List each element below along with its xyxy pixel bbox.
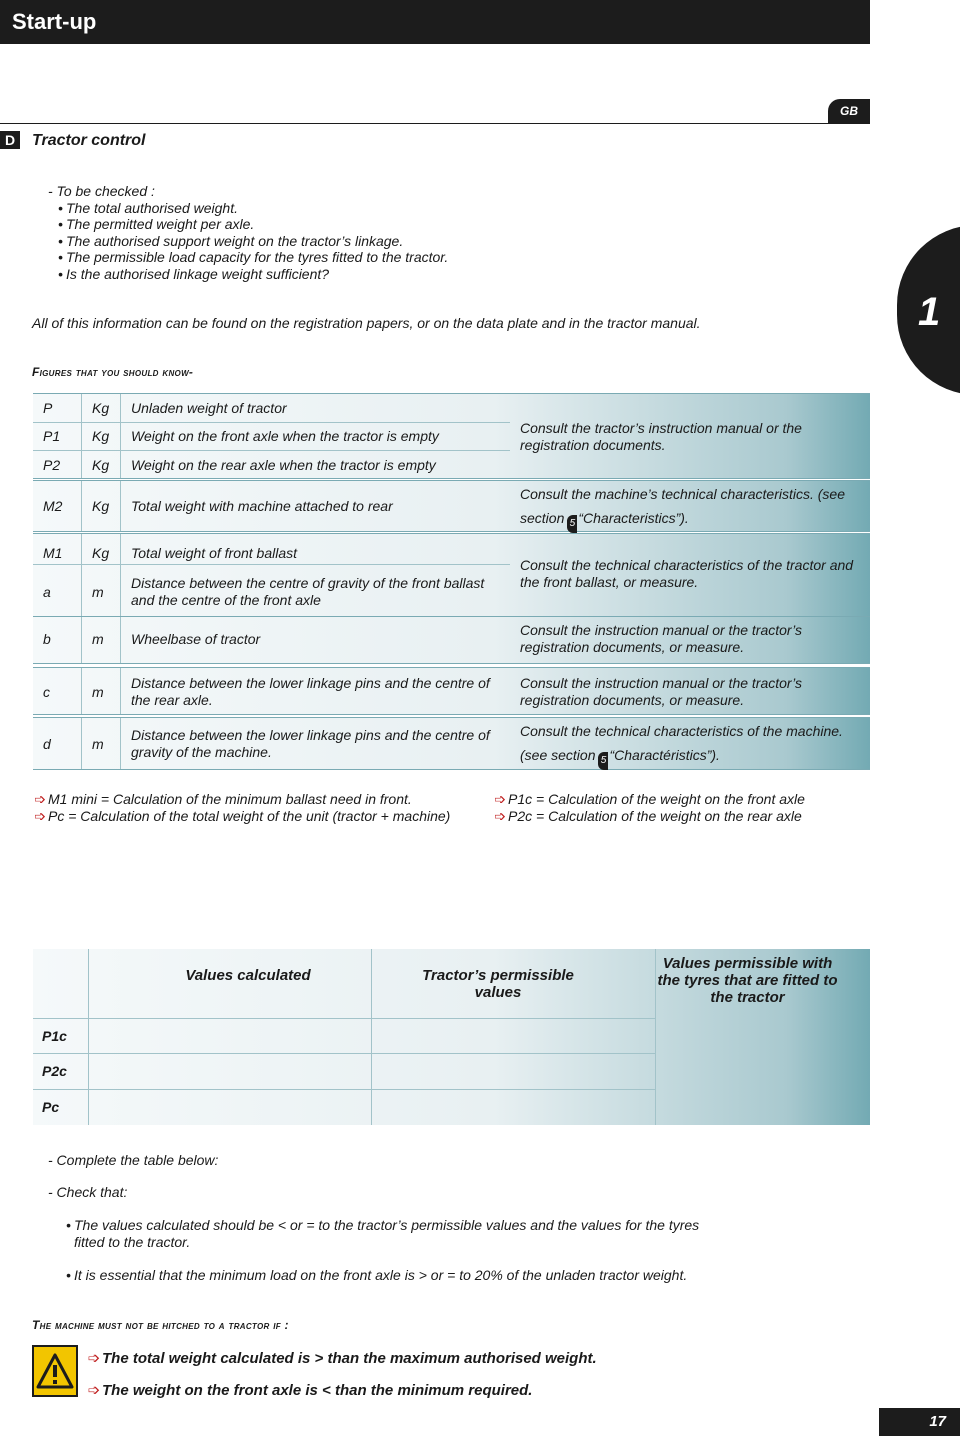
section-badge: 5 [598, 752, 608, 770]
figure-symbol: a [43, 584, 51, 600]
figure-consult: Consult the machine’s technical characteristics. (see section 5 “Characteristics”). [520, 486, 865, 533]
figure-consult: Consult the instruction manual or the tractor’s registration documents, or measure. [520, 622, 802, 655]
arrow-right-icon: ➩ [494, 807, 506, 824]
section-badge: 5 [567, 515, 577, 533]
checklist-intro: - To be checked : [48, 183, 155, 199]
warning-heading: The machine must not be hitched to a tractor if : [32, 1318, 289, 1332]
figure-description: Total weight with machine attached to rear [131, 498, 393, 514]
checklist-item: • The permitted weight per axle. [48, 216, 448, 233]
figure-description: Weight on the rear axle when the tractor is empty [131, 457, 436, 473]
figure-unit: Kg [92, 400, 110, 416]
figure-consult: Consult the tractor’s instruction manual or the registration documents. [520, 420, 802, 453]
header-bar [0, 0, 870, 44]
column-header: Tractor’s permissible values [422, 967, 574, 1001]
notes-right: ➩ P1c = Calculation of the weight on the front axle ➩ P2c = Calculation of the weight on the rear axle [492, 791, 805, 824]
page-title: Start-up [12, 9, 97, 34]
figure-symbol: P [43, 400, 53, 416]
figures-group-rear-axle [33, 667, 870, 715]
figure-symbol: P2 [43, 457, 61, 473]
column-header: Values calculated [185, 967, 311, 984]
figure-description: Weight on the front axle when the tractor is empty [131, 428, 439, 444]
figure-unit: Kg [92, 545, 110, 561]
figure-description: Total weight of front ballast [131, 545, 298, 561]
figure-symbol: c [43, 684, 50, 700]
page-number: 17 [879, 1408, 960, 1436]
figures-group-machine-gravity [33, 717, 870, 770]
figure-consult: Consult the instruction manual or the tractor’s registration documents, or measure. [520, 675, 802, 708]
checklist [48, 183, 448, 282]
figure-unit: m [92, 631, 104, 647]
figure-unit: Kg [92, 428, 110, 444]
arrow-right-icon: ➩ [87, 1382, 101, 1399]
figures-group-ballast [33, 533, 870, 618]
figure-unit: Kg [92, 457, 110, 473]
checklist-item: • The total authorised weight. [48, 200, 448, 217]
figure-consult: Consult the technical characteristics of the tractor and the front ballast, or measure. [520, 557, 854, 590]
section-letter-badge: D [0, 131, 20, 149]
figure-unit: m [92, 584, 104, 600]
checklist-item: • Is the authorised linkage weight sufficient? [48, 266, 448, 283]
figure-unit: Kg [92, 498, 110, 514]
check-bullet: • The values calculated should be < or = to the tractor’s permissible values and the values for the tyres fitted to the tractor. [48, 1217, 714, 1250]
figure-description: Distance between the lower linkage pins and the centre of the rear axle. [131, 675, 490, 708]
warning-line: ➩ The total weight calculated is > than the maximum authorised weight. [87, 1350, 597, 1367]
complete-instruction: - Complete the table below: [48, 1152, 219, 1168]
figure-description: Unladen weight of tractor [131, 400, 287, 416]
figure-description: Wheelbase of tractor [131, 631, 261, 647]
arrow-right-icon: ➩ [87, 1350, 101, 1367]
arrow-right-icon: ➩ [34, 807, 46, 824]
row-label: P1c [42, 1028, 67, 1044]
row-label: P2c [42, 1063, 67, 1079]
notes-left: ➩ M1 mini = Calculation of the minimum ballast need in front. ➩ Pc = Calculation of the total weight of the unit (tractor + machine) [32, 791, 450, 824]
header-divider [0, 123, 870, 124]
info-text: All of this information can be found on the registration papers, or on the data plate and in the tractor manual. [32, 315, 701, 331]
figure-unit: m [92, 684, 104, 700]
figure-description: Distance between the centre of gravity of the front ballast and the centre of the front axle [131, 575, 485, 608]
arrow-right-icon: ➩ [494, 791, 506, 807]
checklist-item: • The permissible load capacity for the tyres fitted to the tractor. [48, 249, 448, 266]
figure-symbol: P1 [43, 428, 61, 444]
figures-group-machine [33, 480, 870, 532]
figures-group-tractor [33, 393, 870, 479]
values-table [33, 949, 870, 1125]
figures-heading: Figures that you should know- [32, 365, 194, 379]
figure-symbol: M1 [43, 545, 63, 561]
figure-description: Distance between the lower linkage pins and the centre of gravity of the machine. [131, 727, 490, 760]
warning-icon [32, 1345, 78, 1397]
check-instruction: - Check that: [48, 1184, 128, 1200]
figure-symbol: M2 [43, 498, 63, 514]
column-header: Values permissible with the tyres that are fitted to the tractor [657, 955, 838, 1006]
warning-line: ➩ The weight on the front axle is < than the minimum required. [87, 1382, 533, 1399]
figure-symbol: b [43, 631, 51, 647]
section-title: Tractor control [32, 132, 146, 149]
check-bullet: • It is essential that the minimum load on the front axle is > or = to 20% of the unladen tractor weight. [48, 1267, 714, 1284]
figure-unit: m [92, 736, 104, 752]
arrow-right-icon: ➩ [34, 791, 46, 807]
chapter-number: 1 [918, 290, 941, 334]
language-badge: GB [828, 99, 870, 123]
row-label: Pc [42, 1099, 60, 1115]
figures-group-wheelbase [33, 616, 870, 664]
checklist-item: • The authorised support weight on the tractor’s linkage. [48, 233, 448, 250]
figure-consult: Consult the technical characteristics of the machine. (see section 5 “Charactéristics”). [520, 723, 865, 770]
figure-symbol: d [43, 736, 51, 752]
